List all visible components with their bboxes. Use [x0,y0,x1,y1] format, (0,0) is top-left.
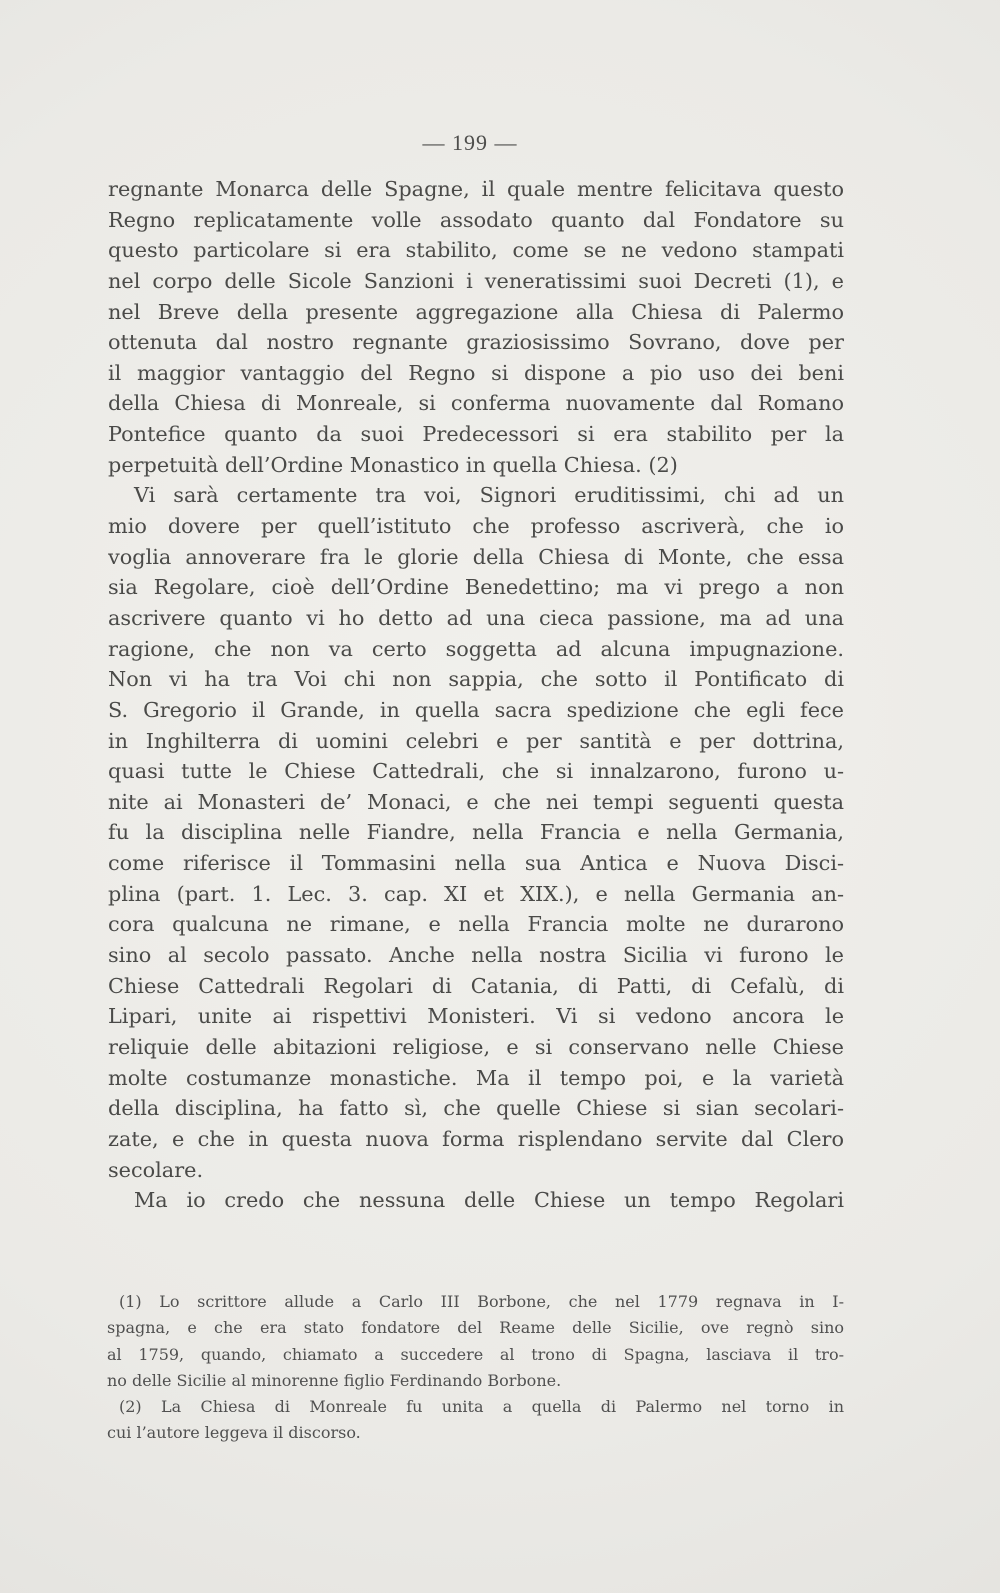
text-line: come riferisce il Tommasini nella sua Antica e Nuova Disci- [108,851,844,876]
footnote-line: (1) Lo scrittore allude a Carlo III Borbone, che nel 1779 regnava in I- [119,1292,844,1311]
text-line: sia Regolare, cioè dell’Ordine Benedettino; ma vi prego a non [108,575,844,600]
text-line: cora qualcuna ne rimane, e nella Francia molte ne durarono [108,912,844,937]
text-line: S. Gregorio il Grande, in quella sacra spedizione che egli fece [108,697,844,722]
text-line: zate, e che in questa nuova forma risplendano servite dal Clero [108,1126,844,1151]
text-line: il maggior vantaggio del Regno si dispone a pio uso dei beni [108,360,844,385]
page-number: — 199 — [422,130,518,155]
footnote-line: spagna, e che era stato fondatore del Reame delle Sicilie, ove regnò sino [107,1318,844,1338]
text-line: Non vi ha tra Voi chi non sappia, che sotto il Pontificato di [108,667,844,692]
text-line: secolare. [108,1157,204,1182]
text-line: Pontefice quanto da suoi Predecessori si era stabilito per la [108,422,844,447]
text-line: ottenuta dal nostro regnante graziosissimo Sovrano, dove per [108,330,844,355]
text-line: fu la disciplina nelle Fiandre, nella Francia e nella Germania, [108,820,844,845]
text-line: della Chiesa di Monreale, si conferma nuovamente dal Romano [108,391,844,416]
text-line: Lipari, unite ai rispettivi Monisteri. Vi si vedono ancora le [108,1004,844,1029]
text-line: in Inghilterra di uomini celebri e per santità e per dottrina, [108,728,844,753]
text-line: ragione, che non va certo soggetta ad alcuna impugnazione. [108,636,844,661]
text-line: quasi tutte le Chiese Cattedrali, che si innalzarono, furono u- [108,759,844,784]
text-line: Regno replicatamente volle assodato quanto dal Fondatore su [108,207,844,232]
text-line: sino al secolo passato. Anche nella nostra Sicilia vi furono le [108,943,844,968]
text-line: mio dovere per quell’istituto che professo ascriverà, che io [108,514,844,539]
text-line: Ma io credo che nessuna delle Chiese un tempo Regolari [134,1188,844,1213]
text-line: Vi sarà certamente tra voi, Signori eruditissimi, chi ad un [134,483,844,508]
text-line: ascrivere quanto vi ho detto ad una cieca passione, ma ad una [108,605,844,630]
footnote-line: al 1759, quando, chiamato a succedere al trono di Spagna, lasciava il tro- [107,1344,844,1364]
text-line: perpetuità dell’Ordine Monastico in quella Chiesa. (2) [108,452,678,477]
text-line: nel Breve della presente aggregazione alla Chiesa di Palermo [108,299,844,324]
text-line: reliquie delle abitazioni religiose, e si conservano nelle Chiese [108,1034,844,1059]
text-line: regnante Monarca delle Spagne, il quale mentre felicitava questo [108,177,844,201]
text-line: nel corpo delle Sicole Sanzioni i veneratissimi suoi Decreti (1), e [108,268,844,293]
text-line: questo particolare si era stabilito, come se ne vedono stampati [108,238,844,263]
footnote-line: (2) La Chiesa di Monreale fu unita a quella di Palermo nel torno in [119,1397,844,1417]
text-line: nite ai Monasteri de’ Monaci, e che nei tempi seguenti questa [108,789,844,814]
footnote-line: cui l’autore leggeva il discorso. [107,1423,361,1443]
body-text [108,174,844,1216]
footnotes [107,1289,844,1447]
text-line: molte costumanze monastiche. Ma il tempo poi, e la varietà [108,1065,844,1090]
text-line: voglia annoverare fra le glorie della Chiesa di Monte, che essa [108,544,844,569]
text-line: Chiese Cattedrali Regolari di Catania, di Patti, di Cefalù, di [108,973,844,998]
text-line: della disciplina, ha fatto sì, che quelle Chiese si sian secolari- [108,1096,844,1121]
footnote-line: no delle Sicilie al minorenne figlio Ferdinando Borbone. [107,1370,562,1390]
text-line: plina (part. 1. Lec. 3. cap. XI et XIX.), e nella Germania an- [108,881,844,906]
